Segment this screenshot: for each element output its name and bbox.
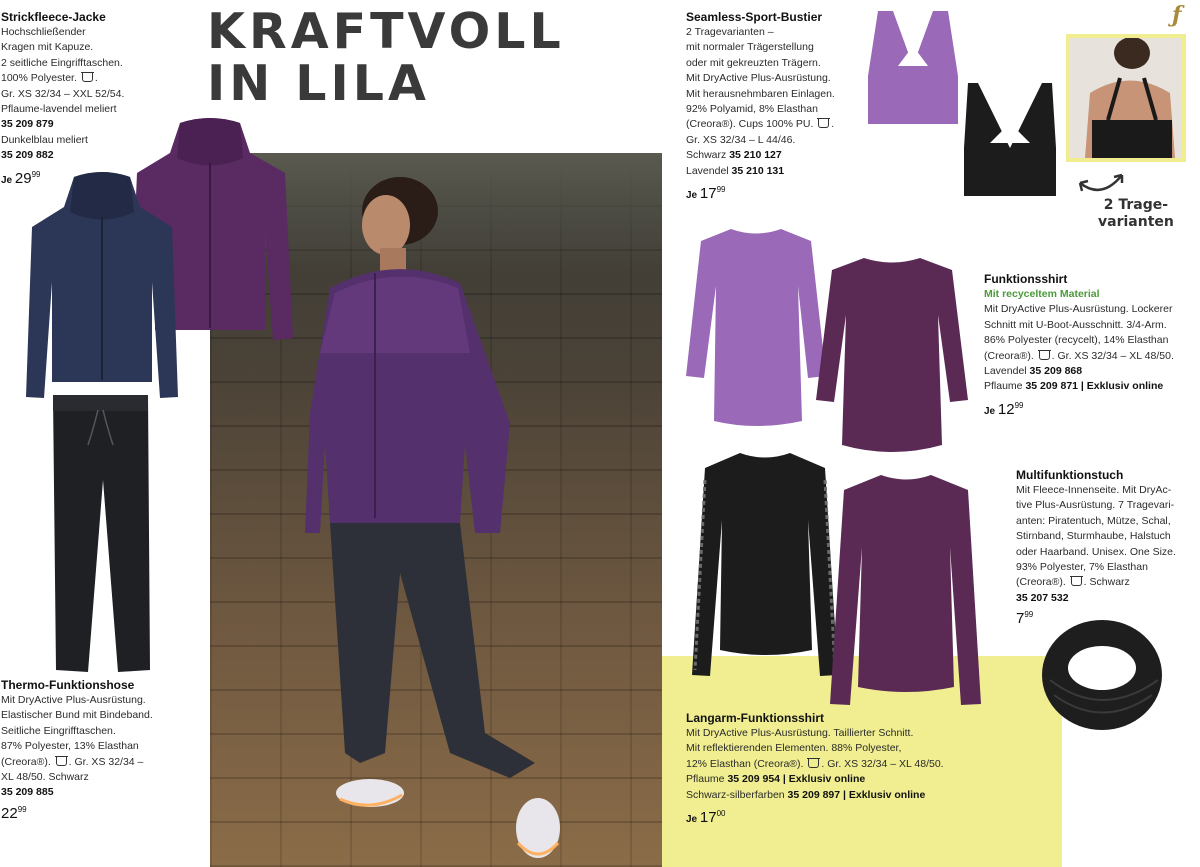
bustier-cups: (Creora®). Cups 100% PU. [686,118,814,131]
tube-info [1016,467,1176,629]
fleece-jacket-desc-1: Hochschließender [1,26,86,38]
tube-creora: (Creora®). [1016,576,1066,589]
bustier-variant-1 [686,148,835,163]
bustier-back-view-photo [1066,34,1186,162]
pants-desc-6: XL 48/50. Schwarz [1,771,89,784]
fleece-jacket-info [1,9,124,188]
back-view-figure [1070,38,1182,158]
fleece-jacket-code-1: 35 209 879 [1,118,54,131]
longsleeve-variant-2 [686,788,944,803]
pants-image [48,390,158,680]
variants-label-line-1: 2 Trage- [1103,197,1169,213]
longsleeve-desc-2: Mit reflektierenden Elementen. 88% Polyester, [686,742,902,755]
bustier-color-2: Lavendel [686,164,729,177]
shirt-code-2: 35 209 871 | Exklusiv online [1025,380,1164,393]
shirt-plum-image [812,255,972,455]
fleece-jacket-size: Gr. XS 32/34 – XXL 52/54. [1,87,125,100]
tube-desc-1: Mit Fleece-Innenseite. Mit DryAc- [1016,484,1172,496]
longsleeve-variant-1 [686,772,944,787]
pants-desc-1: Mit DryActive Plus-Ausrüstung. [1,694,146,706]
longsleeve-creora: 12% Elasthan (Creora®). [686,757,804,770]
bustier-color-1: Schwarz [686,149,727,162]
bustier-variant-2 [686,164,835,179]
tube-title: Multifunktionstuch [1016,468,1124,482]
shirt-desc-1: Mit DryActive Plus-Ausrüstung. Lockerer [984,303,1173,316]
wash-icon [1039,351,1050,360]
tube-price [1016,607,1176,628]
variants-label [1098,197,1174,231]
tube-desc-5: oder Haarband. Unisex. One Size. [1016,545,1176,558]
shirt-title: Funktionsshirt [984,272,1068,286]
bustier-price [686,182,835,203]
pants-info [1,677,153,823]
price-cents: 00 [716,809,726,819]
fleece-jacket-desc-3: 2 seitliche Eingrifftaschen. [1,56,123,69]
pants-desc-2: Elastischer Bund mit Bindeband. [1,709,153,722]
tube-desc-2: tive Plus-Ausrüstung. 7 Tragevari- [1016,499,1175,512]
longsleeve-code-2: 35 209 897 | Exklusiv online [787,788,926,801]
tube-color: Schwarz [1089,576,1130,589]
bustier-desc-6: 92% Polyamid, 8% Elasthan [686,103,818,116]
longsleeve-plum-image [826,472,986,712]
headline-line-2: IN LILA [207,55,430,112]
fleece-jacket-title: Strickfleece-Jacke [1,10,106,24]
bustier-desc-5: Mit herausnehmbaren Einlagen. [686,87,835,100]
pants-desc-3: Seitliche Eingrifftaschen. [1,724,116,737]
price-euros: 12 [997,400,1015,418]
shirt-size: Gr. XS 32/34 – XL 48/50. [1057,349,1174,362]
price-euros: 17 [699,185,717,203]
bustier-black-image [960,78,1060,198]
longsleeve-code-1: 35 209 954 | Exklusiv online [727,773,866,786]
fleece-jacket-code-2: 35 209 882 [1,149,54,162]
longsleeve-black-image [690,450,840,680]
price-euros: 22 [1,804,18,822]
longsleeve-desc-1: Mit DryActive Plus-Ausrüstung. Taillierter Schnitt. [686,727,914,739]
pants-desc-5: (Creora®). . Gr. XS 32/34 – [1,755,144,768]
fleece-jacket-color-1: Pflaume-lavendel meliert [1,103,117,116]
variants-label-line-2: varianten [1098,214,1174,230]
pants-desc-4: 87% Polyester, 13% Elasthan [1,740,139,753]
longsleeve-desc-3: 12% Elasthan (Creora®). . Gr. XS 32/34 – XL 48/50. [686,757,944,770]
longsleeve-color-1: Pflaume [686,773,725,786]
price-prefix: Je [984,405,996,417]
shirt-code-1: 35 209 868 [1029,365,1083,378]
price-prefix: Je [1,174,13,186]
bustier-desc-3: oder mit gekreuzten Trägern. [686,56,821,69]
pants-creora: (Creora®). [1,755,51,768]
shirt-color-1: Lavendel [984,365,1027,378]
price-euros: 7 [1016,610,1025,628]
fleece-jacket-color-2: Dunkelblau meliert [1,133,88,146]
bustier-size: Gr. XS 32/34 – L 44/46. [686,133,796,146]
price-cents: 99 [1014,400,1024,410]
shirt-desc-3: 86% Polyester (recycelt), 14% Elasthan [984,334,1169,347]
fleece-jacket-desc-2: Kragen mit Kapuze. [1,41,94,54]
bustier-code-2: 35 210 131 [731,164,785,177]
tube-code: 35 207 532 [1016,591,1069,604]
wash-icon [82,73,93,82]
price-cents: 99 [17,804,27,814]
longsleeve-color-2: Schwarz-silberfarben [686,788,785,801]
tube-desc-3: anten: Piratentuch, Mütze, Schal, [1016,514,1171,527]
longsleeve-title: Langarm-Funktionsshirt [686,711,825,725]
wash-icon [56,757,67,766]
shirt-subtitle: Mit recyceltem Material [984,288,1100,300]
bustier-desc-1: 2 Tragevarianten – [686,26,774,38]
bustier-code-1: 35 210 127 [729,149,782,162]
multifunction-tube-image [1040,610,1170,740]
page-headline [207,3,565,112]
wash-icon [1071,577,1082,586]
shirt-color-2: Pflaume [984,380,1023,393]
price-cents: 99 [1024,610,1034,620]
bustier-lavender-image [863,6,963,126]
bustier-desc-4: Mit DryActive Plus-Ausrüstung. [686,72,831,85]
pants-code: 35 209 885 [1,786,54,799]
shirt-variant-1 [984,364,1174,379]
wash-icon [808,759,819,768]
longsleeve-size: Gr. XS 32/34 – XL 48/50. [827,757,944,770]
shirt-price [984,398,1174,419]
bustier-desc-2: mit normaler Trägerstellung [686,41,814,54]
shirt-info [984,271,1174,419]
bustier-info [686,9,835,203]
pants-price [1,802,153,823]
shirt-creora: (Creora®). [984,349,1034,362]
price-prefix: Je [686,814,698,826]
price-prefix: Je [686,190,698,202]
shirt-variant-2 [984,379,1174,394]
tube-desc-4: Stirnband, Sturmhaube, Halstuch [1016,530,1171,543]
tube-desc-6: 93% Polyester, 7% Elasthan [1016,561,1148,574]
price-cents: 99 [31,169,41,179]
tube-desc-7: (Creora®). . Schwarz [1016,576,1130,589]
longsleeve-info [686,710,944,827]
price-euros: 17 [699,809,717,827]
price-euros: 29 [14,169,32,187]
shirt-desc-2: Schnitt mit U-Boot-Ausschnitt. 3/4-Arm. [984,318,1167,331]
price-cents: 99 [716,185,726,195]
shirt-lavender-image [686,226,826,436]
pants-title: Thermo-Funktionshose [1,678,135,692]
headline-line-1: KRAFTVOLL [207,3,565,60]
wash-icon [818,119,829,128]
bustier-title: Seamless-Sport-Bustier [686,10,823,24]
shirt-desc-4: (Creora®). . Gr. XS 32/34 – XL 48/50. [984,349,1174,362]
fleece-jacket-desc-4: 100% Polyester. . [1,72,98,85]
bustier-desc-7: (Creora®). Cups 100% PU. . [686,118,835,131]
fleece-jacket-price [1,167,124,188]
fleece-jacket-material: 100% Polyester. [1,72,77,85]
longsleeve-price [686,806,944,827]
pants-size: Gr. XS 32/34 – [74,755,144,768]
tchibo-logo: ƒ [1172,2,1182,28]
